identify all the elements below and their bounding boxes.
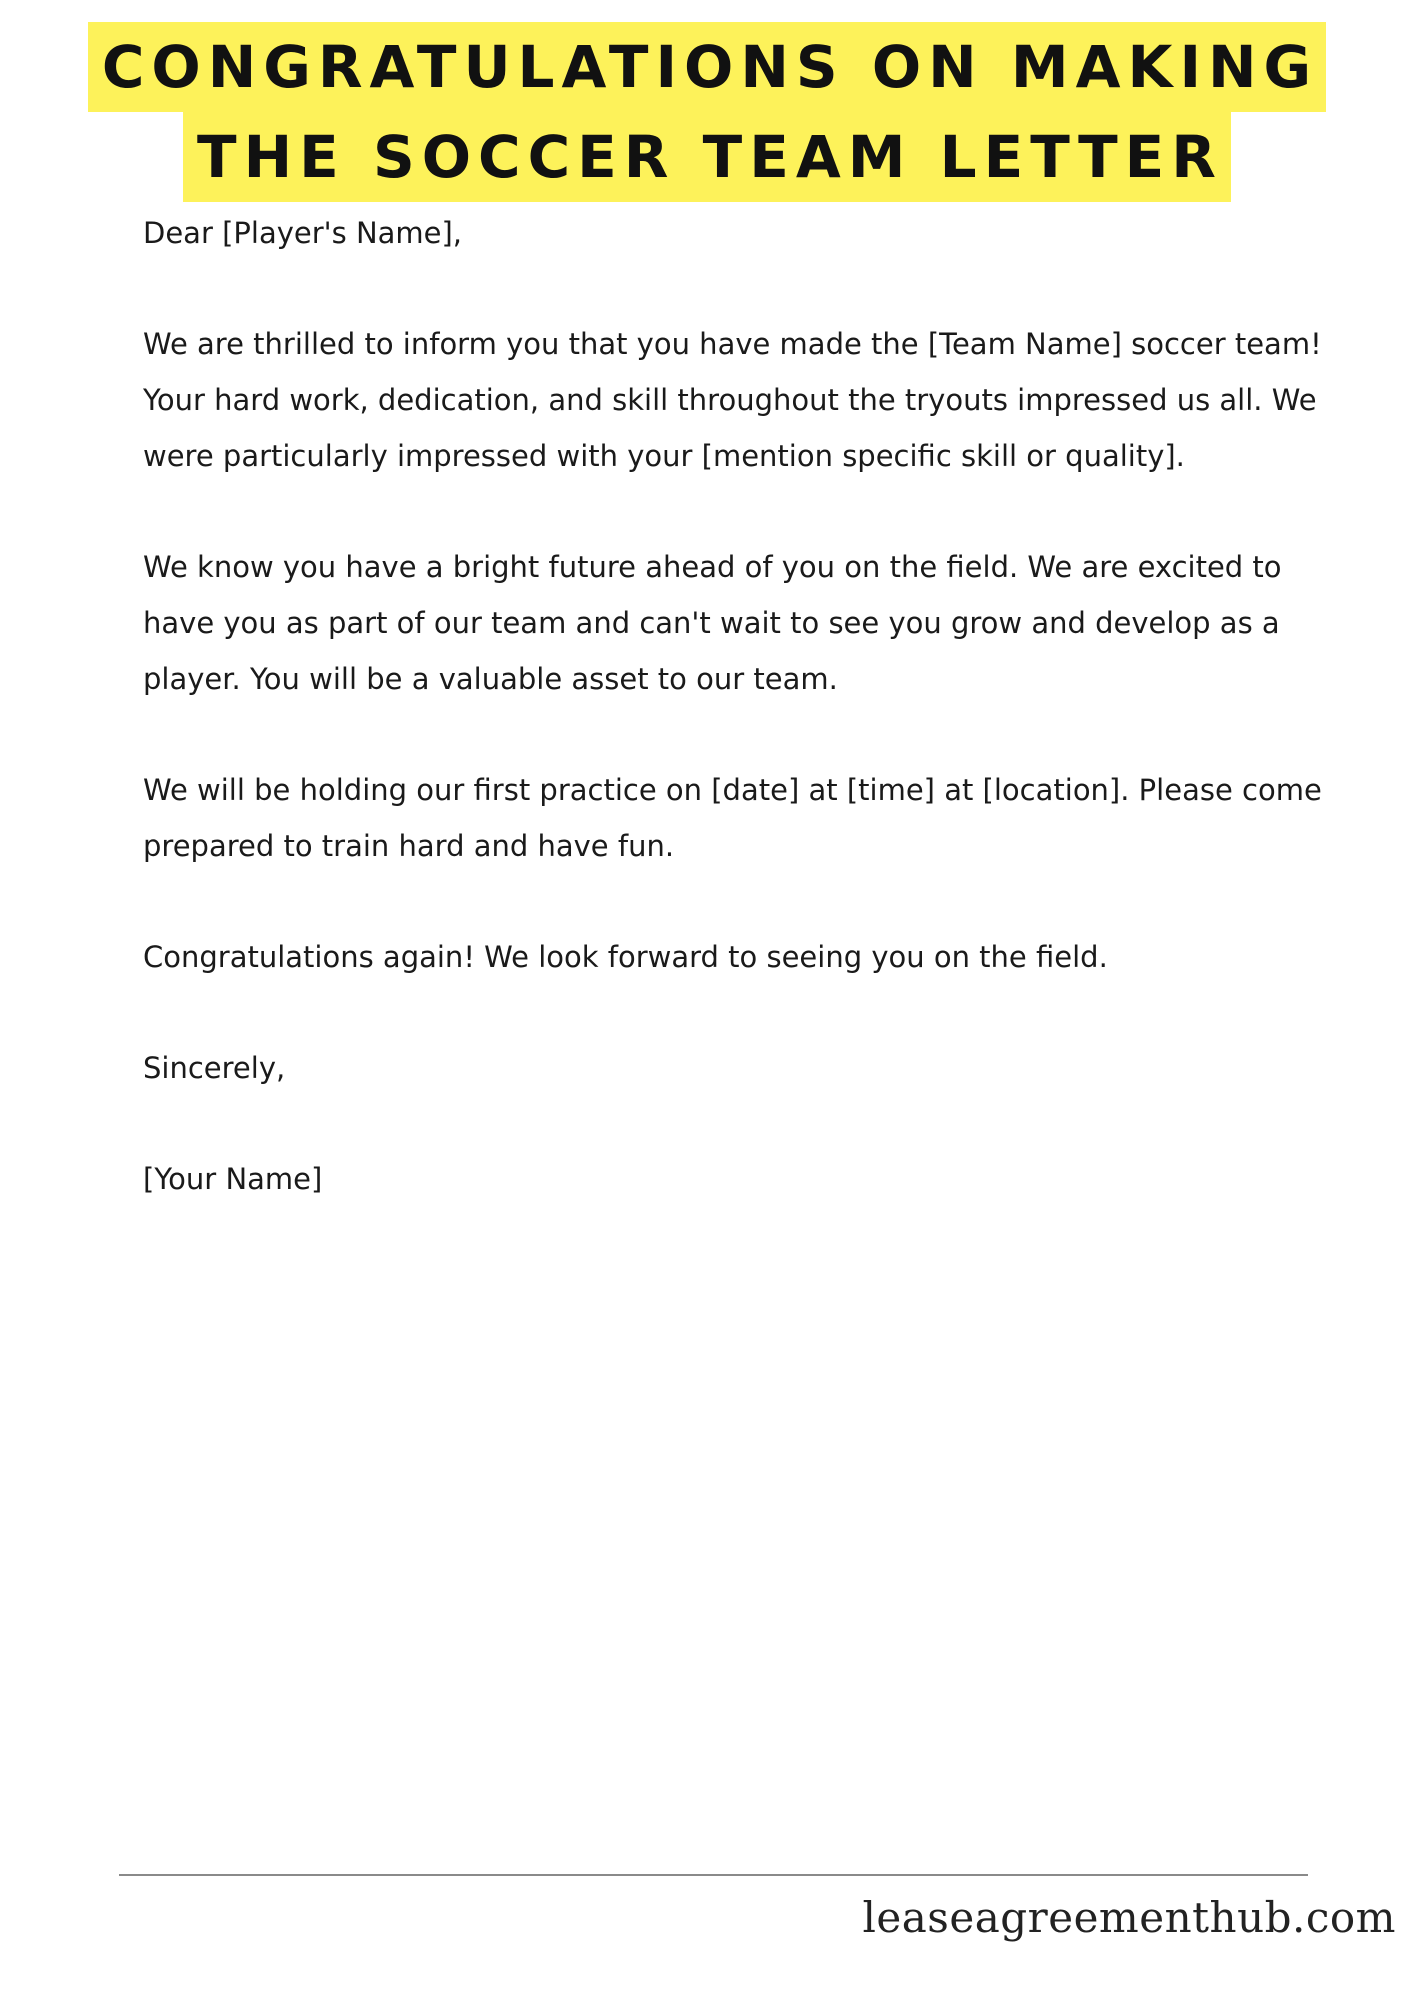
signature: [Your Name]	[143, 1162, 323, 1196]
paragraph-2: We know you have a bright future ahead of you on the field. We are excited to have you as part of our team and can't wait to see you grow and develop as a player. You will be a valuable asset to our team.	[143, 550, 1282, 696]
title-line-2: THE SOCCER TEAM LETTER	[183, 112, 1231, 202]
footer-brand: leaseagreementhub.com	[862, 1893, 1396, 1942]
paragraph-4: Congratulations again! We look forward to seeing you on the field.	[143, 940, 1108, 974]
paragraph-1: We are thrilled to inform you that you have made the [Team Name] soccer team! Your hard work, dedication, and skill throughout the tryouts impressed us all. We were particularly impressed with your [mention specific skill or quality].	[143, 327, 1322, 473]
letter-body	[143, 205, 1323, 1262]
letter-title	[0, 22, 1414, 202]
salutation: Dear [Player's Name],	[143, 216, 463, 250]
closing: Sincerely,	[143, 1051, 286, 1085]
footer-divider	[119, 1874, 1308, 1876]
paragraph-3: We will be holding our first practice on [date] at [time] at [location]. Please come prepared to train hard and have fun.	[143, 773, 1322, 863]
title-line-1: CONGRATULATIONS ON MAKING	[88, 22, 1326, 112]
